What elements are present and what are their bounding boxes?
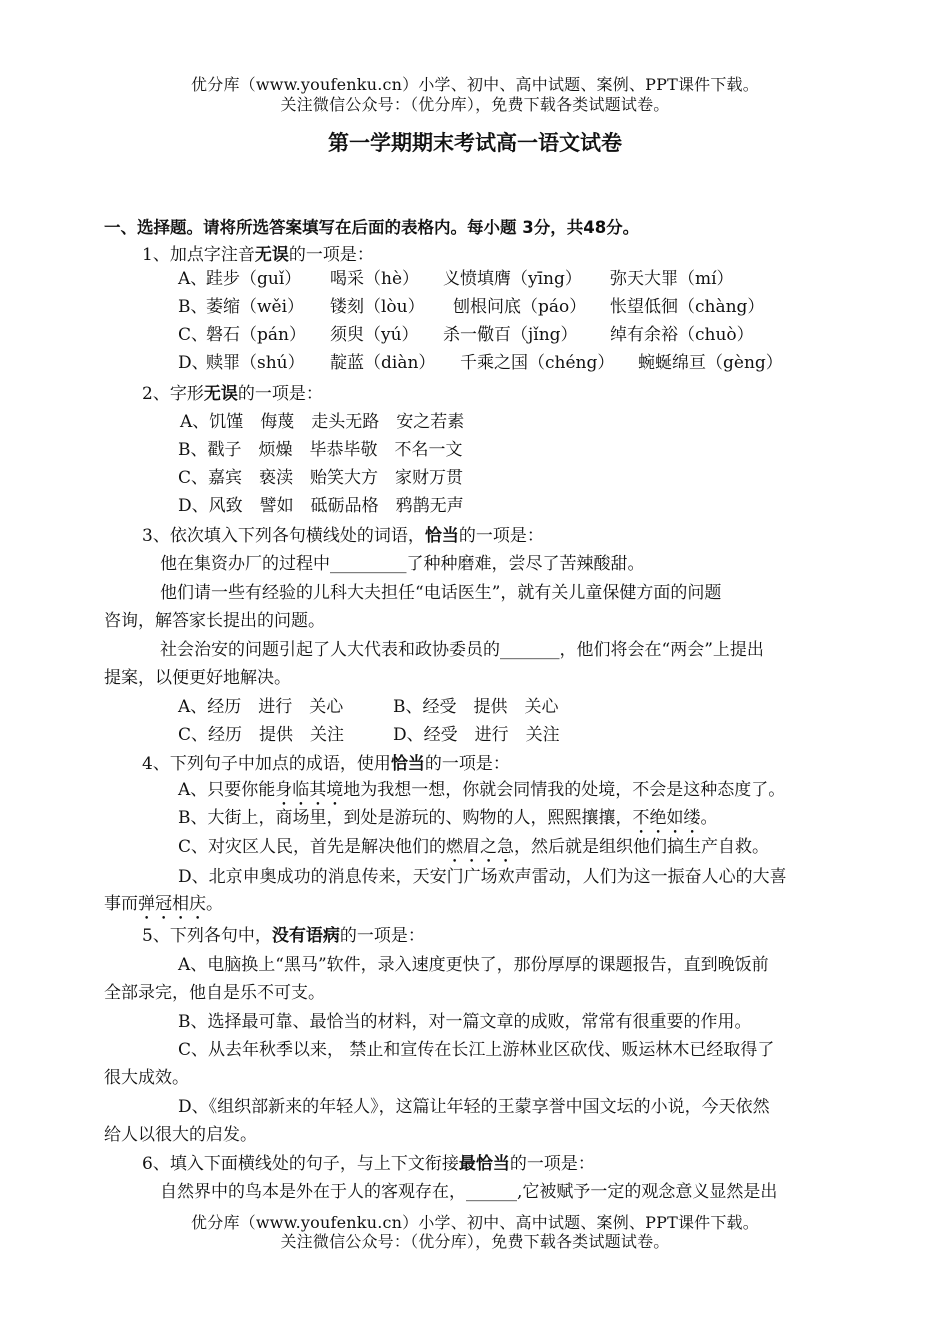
q1-c-item2: 须臾（yú） xyxy=(330,325,419,345)
q1-a-item4: 弥天大罪（mí） xyxy=(610,269,734,289)
q4-option-a: A、只要你能身临其境地为我想一想，你就会同情我的处境，不会是这种态度了。 xyxy=(178,780,786,800)
q6-sentence-1: 自然界中的鸟本是外在于人的客观存在，______,它被赋予一定的观念意义显然是出 xyxy=(160,1182,778,1202)
q1-d-item4: 蜿蜒绵亘（gèng） xyxy=(638,353,783,373)
q3-sentence-2-cont: 咨询，解答家长提出的问题。 xyxy=(104,611,325,631)
q4-b-idiom: 不绝如缕 xyxy=(632,808,701,828)
q1-b-item3: 刨根问底（páo） xyxy=(453,297,587,317)
q4-c-idiom: 燃眉之急 xyxy=(446,837,515,857)
q3-option-d: D、经受 进行 关注 xyxy=(393,725,560,745)
q5-option-c-cont: 很大成效。 xyxy=(104,1068,189,1088)
q1-d-item1: 赎罪（shú） xyxy=(206,353,305,373)
section-heading: 一、选择题。请将所选答案填写在后面的表格内。每小题 3分，共48分。 xyxy=(104,218,640,237)
q5-option-d-cont: 给人以很大的启发。 xyxy=(104,1125,257,1145)
page-title: 第一学期期末考试高一语文试卷 xyxy=(328,131,622,155)
q1-a-item1: 跬步（guǐ） xyxy=(206,269,302,289)
q1-a-item3: 义愤填膺（yīng） xyxy=(443,269,582,289)
q3-option-a: A、经历 进行 关心 xyxy=(178,697,344,717)
q1-c-item1: 磐石（pán） xyxy=(206,325,306,345)
page-header-line1: 优分库（www.youfenku.cn）小学、初中、高中试题、案例、PPT课件下载。 xyxy=(191,75,759,94)
page-header-line2: 关注微信公众号：（优分库），免费下载各类试题试卷。 xyxy=(280,95,670,114)
q2-option-d: D、风致 譬如 砥砺品格 鸦鹊无声 xyxy=(178,496,464,516)
q1-option-a: A、 跬步（guǐ） 喝采（hè） 义愤填膺（yīng） 弥天大罪（mí） xyxy=(178,269,734,289)
page-footer-line2: 关注微信公众号：（优分库），免费下载各类试题试卷。 xyxy=(280,1232,670,1251)
q1-c-item4: 绰有余裕（chuò） xyxy=(610,325,754,345)
q4-option-d: D、北京申奥成功的消息传来，天安门广场欢声雷动，人们为这一振奋人心的大喜 xyxy=(178,867,787,887)
q1-d-item2: 靛蓝（diàn） xyxy=(330,353,436,373)
q1-b-item1: 萎缩（wěi） xyxy=(206,297,305,317)
q5-stem: 5、下列各句中，没有语病的一项是： xyxy=(142,926,425,946)
q5-option-c: C、从去年秋季以来， 禁止和宣传在长江上游林业区砍伐、贩运林木已经取得了 xyxy=(178,1040,775,1060)
q2-option-c: C、嘉宾 亵渎 贻笑大方 家财万贯 xyxy=(178,468,464,488)
q3-sentence-2: 他们请一些有经验的儿科大夫担任“电话医生”，就有关儿童保健方面的问题 xyxy=(160,583,722,603)
q1-d-item3: 千乘之国（chéng） xyxy=(460,353,615,373)
q4-option-c: C、对灾区人民，首先是解决他们的燃眉之急，然后就是组织他们搞生产自救。 xyxy=(178,837,770,857)
q4-a-idiom: 身临其境 xyxy=(275,780,344,800)
q5-option-b: B、选择最可靠、最恰当的材料，对一篇文章的成败，常常有很重要的作用。 xyxy=(178,1012,752,1032)
q3-stem: 3、依次填入下列各句横线处的词语，恰当的一项是： xyxy=(142,526,544,546)
q3-sentence-3: 社会治安的问题引起了人大代表和政协委员的_______，他们将会在“两会”上提出 xyxy=(160,640,764,660)
q1-stem: 1、加点字注音无误的一项是： xyxy=(142,245,374,265)
q3-sentence-1: 他在集资办厂的过程中_________了种种磨难，尝尽了苦辣酸甜。 xyxy=(160,554,645,574)
q5-option-a: A、电脑换上“黑马”软件，录入速度更快了，那份厚厚的课题报告，直到晚饭前 xyxy=(178,955,769,975)
q4-option-b: B、大街上，商场里，到处是游玩的、购物的人，熙熙攘攘，不绝如缕。 xyxy=(178,808,718,828)
q1-b-item2: 镂刻（lòu） xyxy=(330,297,425,317)
q4-stem: 4、下列句子中加点的成语，使用恰当的一项是： xyxy=(142,754,510,774)
page-footer-line1: 优分库（www.youfenku.cn）小学、初中、高中试题、案例、PPT课件下载。 xyxy=(191,1213,759,1232)
q2-option-b: B、戳子 烦燥 毕恭毕敬 不名一文 xyxy=(178,440,463,460)
q1-option-c: C、 磐石（pán） 须臾（yú） 杀一儆百（jǐng） 绰有余裕（chuò） xyxy=(178,325,754,345)
q1-a-item2: 喝采（hè） xyxy=(330,269,420,289)
q1-b-item4: 怅望低徊（chàng） xyxy=(610,297,765,317)
q1-option-d: D、 赎罪（shú） 靛蓝（diàn） 千乘之国（chéng） 蜿蜒绵亘（gèng） xyxy=(178,353,783,373)
q1-c-item3: 杀一儆百（jǐng） xyxy=(443,325,578,345)
q1-option-b: B、 萎缩（wěi） 镂刻（lòu） 刨根问底（páo） 怅望低徊（chàng） xyxy=(178,297,765,317)
q5-option-d: D、《组织部新来的年轻人》，这篇让年轻的王蒙享誉中国文坛的小说，今天依然 xyxy=(178,1097,770,1117)
q4-d-idiom: 弹冠相庆 xyxy=(138,894,206,914)
q5-option-a-cont: 全部录完，他自是乐不可支。 xyxy=(104,983,325,1003)
q6-stem: 6、填入下面横线处的句子，与上下文衔接最恰当的一项是： xyxy=(142,1154,595,1174)
q4-option-d-cont: 事而弹冠相庆。 xyxy=(104,894,223,914)
q3-option-c: C、经历 提供 关注 xyxy=(178,725,345,745)
q2-option-a: A、饥馑 侮蔑 走头无路 安之若素 xyxy=(180,412,465,432)
q2-stem: 2、字形无误的一项是： xyxy=(142,384,323,404)
q3-sentence-3-cont: 提案，以便更好地解决。 xyxy=(104,668,291,688)
q3-option-b: B、经受 提供 关心 xyxy=(393,697,559,717)
